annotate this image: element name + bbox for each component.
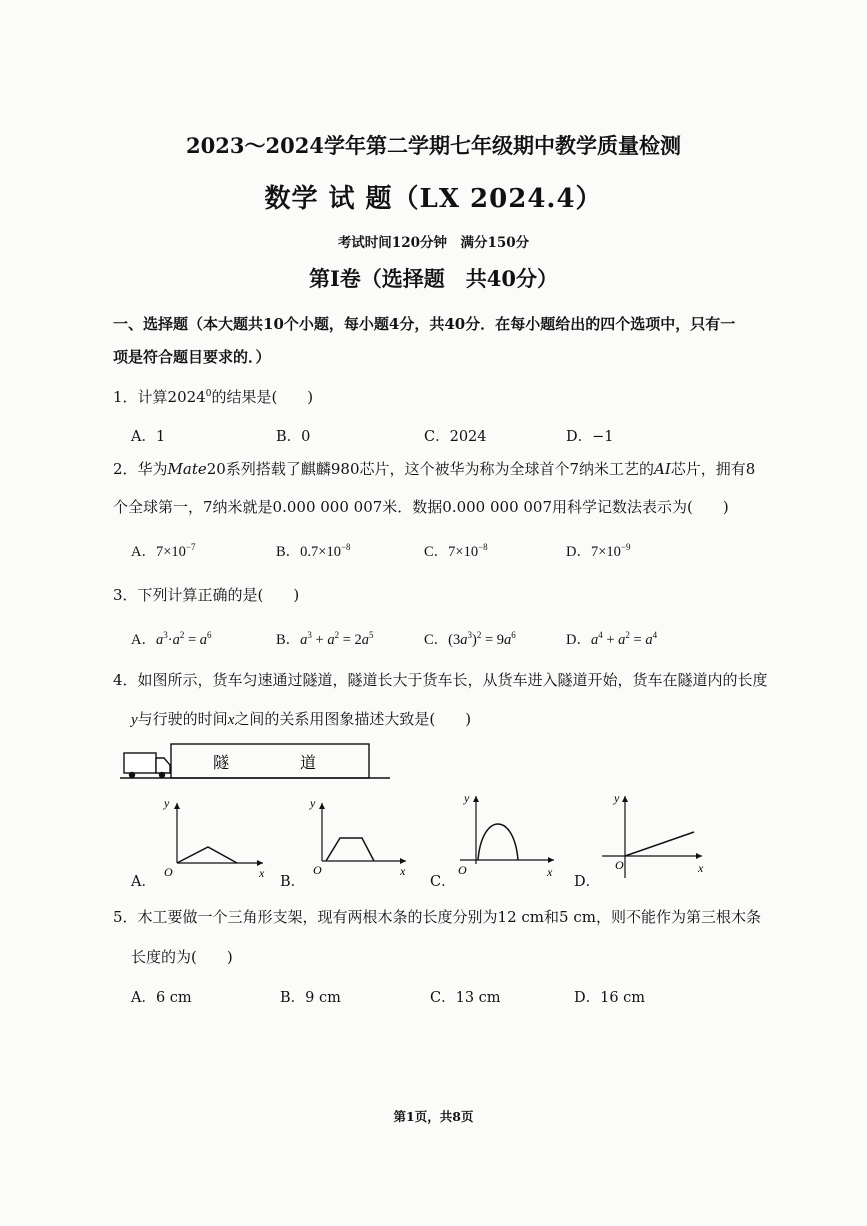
curve-b <box>326 838 374 861</box>
question-5-line2: 长度的为( ) <box>131 948 233 966</box>
q1-option-b[interactable]: B．0 <box>276 429 311 445</box>
curve-c <box>478 824 518 860</box>
q4-var-y: y <box>131 712 138 728</box>
q4-text-b: 之间的关系用图象描述大致是( ) <box>234 710 472 728</box>
graph-b <box>300 795 415 880</box>
q3-option-b[interactable]: B．$a^3 + a^2 = 2a^5$ <box>276 630 374 648</box>
q3-a-label: A． <box>131 632 156 648</box>
q2-b-base: 0.7×10 <box>300 544 341 560</box>
axes <box>319 803 406 864</box>
question-4-line1: 4．如图所示，货车匀速通过隧道，隧道长大于货车长，从货车进入隧道开始，货车在隧道内的长度 <box>113 671 768 689</box>
q5-option-a[interactable]: A．6 cm <box>131 990 192 1006</box>
graph-a <box>155 795 270 880</box>
tunnel-rect <box>171 744 369 778</box>
q5-option-b[interactable]: B．9 cm <box>280 990 341 1006</box>
q3-d-label: D． <box>566 632 591 648</box>
q1-exponent: 0 <box>205 389 212 399</box>
q4-var-x: x <box>227 712 235 728</box>
y-label: y <box>464 791 470 805</box>
q4-option-b[interactable]: B． <box>280 874 306 890</box>
q2-c-exp: −8 <box>478 542 488 553</box>
q2-c-base: 7×10 <box>448 544 479 560</box>
curve-a <box>177 847 237 863</box>
q2-option-c[interactable] <box>424 540 488 561</box>
tunnel-label-1: 隧 <box>213 755 230 772</box>
graph-d <box>598 790 713 882</box>
q2-d-base: 7×10 <box>590 544 621 560</box>
exam-info: 考试时间120分钟 满分150分 <box>337 235 530 251</box>
origin-label: O <box>458 863 467 877</box>
section-instruction-line2: 项是符合题目要求的．） <box>113 348 271 366</box>
q2-text-b: 20系列搭载了麒麟980芯片，这个被华为称为全球首个7纳米工艺的 <box>206 460 655 478</box>
y-label: y <box>310 796 316 810</box>
q2-ai: AI <box>654 460 671 478</box>
q2-option-b[interactable] <box>276 540 351 561</box>
q2-b-exp: −8 <box>340 542 351 553</box>
graph-c <box>452 790 564 880</box>
q2-mate: Mate <box>167 460 207 478</box>
q5-option-d[interactable]: D．16 cm <box>574 990 646 1006</box>
x-label: x <box>698 861 704 875</box>
q1-option-a[interactable]: A．1 <box>131 429 166 445</box>
tunnel-label-2: 道 <box>300 755 317 772</box>
axes <box>174 803 263 866</box>
question-2-line1 <box>113 458 755 479</box>
q4-option-a[interactable]: A． <box>131 874 156 890</box>
q4-text-a: 与行驶的时间 <box>137 710 228 728</box>
origin-label: O <box>313 863 322 877</box>
question-1 <box>113 386 313 407</box>
q2-text-a: 2．华为 <box>113 460 168 478</box>
q2-option-a[interactable] <box>131 540 196 561</box>
section-instruction-line1: 一、选择题（本大题共10个小题，每小题4分，共40分．在每小题给出的四个选项中，只有一 <box>113 315 736 333</box>
q3-b-label: B． <box>276 632 301 648</box>
curve-d <box>625 832 694 856</box>
truck-icon <box>124 753 170 778</box>
q1-suffix: 的结果是( ) <box>211 388 314 406</box>
q2-d-label: D． <box>566 544 591 560</box>
q2-d-exp: −9 <box>620 542 631 553</box>
q1-prefix: 1．计算2024 <box>113 388 206 406</box>
q2-a-exp: −7 <box>185 542 196 553</box>
q2-a-label: A． <box>131 544 156 560</box>
question-5-line1: 5．木工要做一个三角形支架，现有两根木条的长度分别为12 cm和5 cm，则不能作为第三根木条 <box>113 908 761 926</box>
q4-option-d[interactable]: D． <box>574 874 601 890</box>
q3-option-c[interactable]: C．$(3a^3)^2 = 9a^6$ <box>424 630 516 648</box>
q1-option-d[interactable]: D．−1 <box>566 429 614 445</box>
q2-text-c: 芯片，拥有8 <box>670 460 756 478</box>
q3-option-a[interactable]: A．$a^3\cdot a^2 = a^6$ <box>131 630 212 648</box>
q3-c-label: C． <box>424 632 449 648</box>
truck-tunnel-figure <box>118 740 393 785</box>
question-4-line2 <box>131 708 471 729</box>
y-label: y <box>614 791 620 805</box>
q4-option-c[interactable]: C． <box>430 874 456 890</box>
subject-title: 数学 试 题（LX 2024.4） <box>264 184 603 214</box>
page-number: 第1页，共8页 <box>393 1109 474 1124</box>
q2-a-base: 7×10 <box>155 544 186 560</box>
exam-title: 2023～2024学年第二学期七年级期中教学质量检测 <box>186 133 681 158</box>
origin-label: O <box>615 858 624 872</box>
origin-label: O <box>164 865 173 879</box>
q1-option-c[interactable]: C．2024 <box>424 429 487 445</box>
question-2-line2: 个全球第一，7纳米就是0.000 000 007米．数据0.000 000 007用科学记数法表示为( ) <box>113 498 729 516</box>
q2-b-label: B． <box>276 544 301 560</box>
x-label: x <box>259 866 265 880</box>
axes <box>460 796 554 864</box>
question-3: 3．下列计算正确的是( ) <box>113 586 300 604</box>
q2-option-d[interactable] <box>566 540 631 561</box>
q2-c-label: C． <box>424 544 449 560</box>
q5-option-c[interactable]: C．13 cm <box>430 990 501 1006</box>
y-label: y <box>164 796 170 810</box>
volume-title: 第Ⅰ卷（选择题 共40分） <box>308 266 559 291</box>
x-label: x <box>400 864 406 878</box>
x-label: x <box>547 865 553 879</box>
q3-option-d[interactable]: D．$a^4 + a^2 = a^4$ <box>566 630 658 648</box>
